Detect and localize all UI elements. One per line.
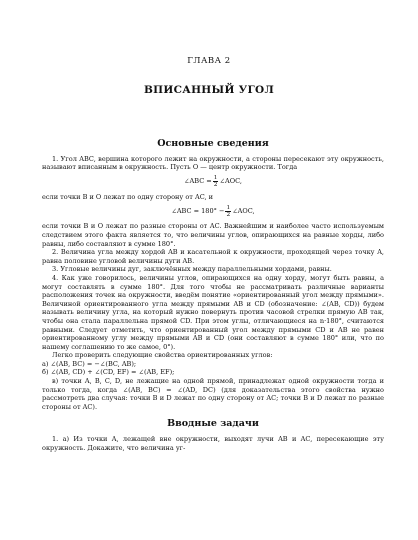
paragraph-4: 4. Как уже говорилось, величины углов, опирающихся на одну хорду, могут быть равны, а могут составлять в сумме 180°. Для того чтобы не рассматривать различные варианты расположения точек на окружности, введём понятие «ориентированный угол между прямыми». Величиной ориентированного угла между прямыми AB и CD (обозначение: ∠(AB, CD)) будем называть величину угла, на который нужно повернуть против часовой стрелки прямую AB так, чтобы она стала параллельна прямой CD. При этом углы, отличающиеся на n·180°, считаются равными. Следует отметить, что ориентированный угол между прямыми CD и AB не равен ориентированному углу между прямыми AB и CD (они составляют в сумме 180° или, что по нашему соглашению то же самое, 0°). <box>42 273 384 351</box>
paragraph-2: 2. Величина угла между хордой AB и касательной к окружности, проходящей через точку A, равна половине угловой величины дуги AB. <box>42 248 384 265</box>
properties-list <box>42 360 384 412</box>
section-heading-intro-problems: Вводные задачи <box>167 418 259 430</box>
formula-1 <box>42 174 384 190</box>
formula-2 <box>42 203 384 219</box>
formula-2-numerator: 1 <box>226 204 231 211</box>
formula-1-fraction <box>213 175 219 189</box>
paragraph-1a: 1. Угол ABC, вершина которого лежит на окружности, а стороны пересекают эту окружность, называют вписанным в окружность. Пусть O — центр окружности. Тогда <box>42 154 384 172</box>
section-heading-basics: Основные сведения <box>157 138 269 149</box>
formula-2-left: ∠ABC = 180° − <box>171 207 225 216</box>
paragraph-1c: если точки B и O лежат по разные стороны от AC. Важнейшим и наиболее часто используемым следствием этого факта является то, что величины углов, опирающихся на равные хорды, либо равны, либо составляют в сумме 180°. <box>42 222 384 248</box>
page-body <box>42 140 384 452</box>
formula-2-fraction <box>225 205 231 219</box>
paragraph-3: 3. Угловые величины дуг, заключённых между параллельными хордами, равны. <box>52 265 332 274</box>
property-a: а) ∠(AB, BC) = −∠(BC, AB); <box>42 359 137 368</box>
problem-1: 1. а) Из точки A, лежащей вне окружности, выходят лучи AB и AC, пересекающие эту окружность. Докажите, что величина уг- <box>42 435 384 452</box>
paragraph-1b: если точки B и O лежат по одну сторону от AC, и <box>42 192 214 201</box>
formula-2-denominator: 2 <box>226 211 231 218</box>
chapter-heading: ГЛАВА 2 <box>187 56 231 66</box>
formula-1-numerator: 1 <box>213 174 218 181</box>
formula-2-right: ∠AOC, <box>232 207 255 216</box>
formula-1-denominator: 2 <box>213 182 218 189</box>
paragraph-5: Легко проверить следующие свойства ориентированных углов: <box>52 351 273 360</box>
formula-1-right: ∠AOC, <box>219 177 242 186</box>
formula-1-left: ∠ABC = <box>184 177 212 186</box>
property-b: б) ∠(AB, CD) + ∠(CD, EF) = ∠(AB, EF); <box>42 368 175 377</box>
property-c: в) точки A, B, C, D, не лежащие на одной прямой, принадлежат одной окружности тогда и только тогда, когда ∠(AB, BC) = ∠(AD, DC) (для доказательства этого свойства нужно рассмотреть два случая: точки B и D лежат по одну сторону от AC; точки B и D лежат по разные стороны от AC). <box>42 377 384 411</box>
chapter-title: ВПИСАННЫЙ УГОЛ <box>143 84 275 96</box>
